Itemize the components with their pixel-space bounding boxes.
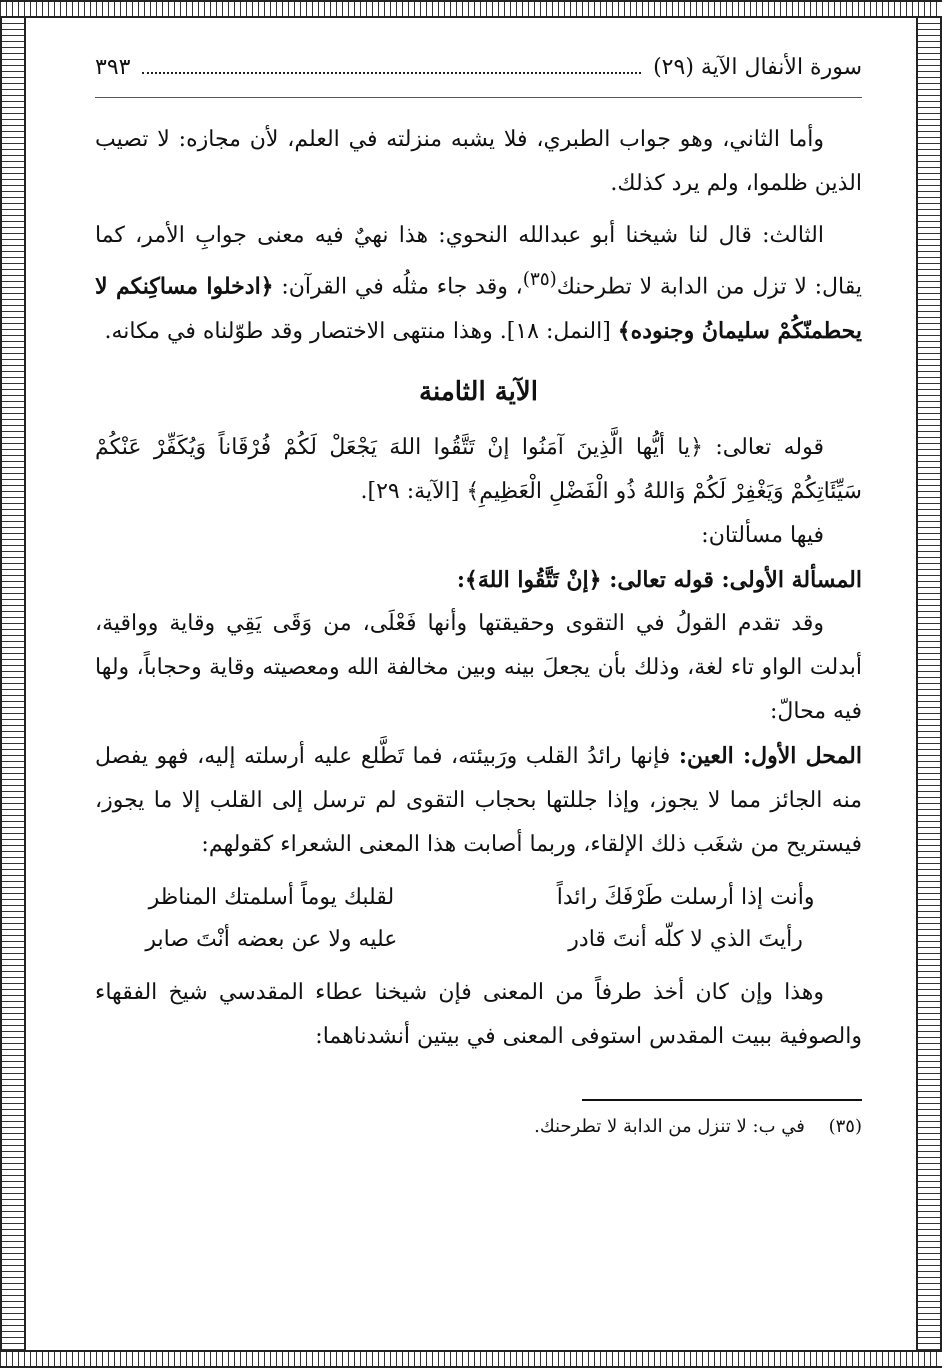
section-heading: الآية الثامنة xyxy=(419,377,538,408)
page-number: ٣٩٣ xyxy=(95,55,131,80)
border-left xyxy=(0,0,26,1368)
footnote-text: في ب: لا تنزل من الدابة لا تطرحنك. xyxy=(534,1116,805,1138)
first-place-label: المحل الأول: العين: xyxy=(678,743,862,770)
footnote xyxy=(95,1109,862,1145)
third-text-3: [النمل: ١٨]. وهذا منتهى الاختصار وقد طوّلناه في مكانه. xyxy=(104,319,618,345)
border-top xyxy=(0,0,942,18)
footnote-separator xyxy=(582,1099,862,1101)
poem-verse xyxy=(95,919,862,961)
paragraph-second-answer: وأما الثاني، وهو جواب الطبري، فلا يشبه منزلته في العلم، لأن مجازه: لا تصيب الذين ظلموا، ولم يرد كذلك. xyxy=(95,127,862,196)
verse-paragraph xyxy=(95,426,862,514)
first-place-text: فإنها رائدُ القلب ورَبيئته، فما تَطَّلع عليه أرسلته إليه، فهو يفصل منه الجائز مما لا يجوز، وإذا جللتها بحجاب التقوى لم ترسل إلى القلب إلا ما يجوز، فيستريح من شغَب ذلك الإلقاء، وربما أصابت هذا المعنى الشعراء كقولهم: xyxy=(95,744,862,858)
paragraph-taqwa: وقد تقدم القولُ في التقوى وحقيقتها وأنها فَعْلَى، من وَقَى يَقِي وقاية وواقية، أبدلت الواو تاء لغة، وذلك بأن يجعلَ بينه وبين مخالفة الله ومعصيته وقاية وحجاباً، ولها فيه محالّ: xyxy=(95,611,862,725)
poem-hemistich-right: وأنت إذا أرسلت طَرْفَكَ رائداً xyxy=(556,885,815,911)
poem-hemistich-left: لقلبك يوماً أسلمتك المناظر xyxy=(148,885,395,911)
border-bottom xyxy=(0,1350,942,1368)
border-right xyxy=(916,0,942,1368)
page-content xyxy=(95,55,862,1145)
poem xyxy=(95,877,862,961)
poem-hemistich-left: عليه ولا عن بعضه أنْتَ صابر xyxy=(145,927,398,953)
poem-hemistich-right: رأيتَ الذي لا كلّه أنتَ قادر xyxy=(568,927,803,953)
verse-text: ﴿يا أيُّها الَّذِينَ آمَنُوا إنْ تَتَّقُوا اللهَ يَجْعَلْ لَكُمْ فُرْقَاناً وَيُكَفِّرْ عَنْكُمْ سَيِّئَاتِكُمْ وَيَغْفِرْ لَكُمْ وَاللهُ ذُو الْفَضْلِ الْعَظِيمِ﴾ xyxy=(95,435,862,505)
issue-one-title: المسألة الأولى: قوله تعالى: ﴿إنْ تَتَّقُوا اللهَ﴾: xyxy=(456,567,862,594)
quran-quote: ﴿ادخلوا مساكِنكم لا يحطمنّكُمْ سليمانُ وجنوده﴾ xyxy=(95,273,862,345)
header-title: سورة الأنفال الآية (٢٩) xyxy=(653,55,862,80)
paragraph-third-answer xyxy=(95,214,862,354)
footnote-number: (٣٥) xyxy=(828,1116,862,1138)
paragraph-first-place xyxy=(95,734,862,867)
footnote-ref: (٣٥) xyxy=(522,269,557,290)
running-header xyxy=(95,55,862,98)
verse-ref: [الآية: ٢٩]. xyxy=(360,479,467,505)
header-leader xyxy=(142,72,641,74)
paragraph-ata: وهذا وإن كان أخذ طرفاً من المعنى فإن شيخنا عطاء المقدسي شيخ الفقهاء والصوفية ببيت المقدس استوفى المعنى في بيتين أنشدناهما: xyxy=(95,980,862,1050)
issues-count: فيها مسألتان: xyxy=(701,523,824,549)
third-text-1: الثالث: قال لنا شيخنا أبو عبدالله النحوي: هذا نهيٌ فيه معنى جوابِ الأمر، كما يقال: لا تزل من الدابة لا تطرحنك xyxy=(95,223,862,300)
verse-intro: قوله تعالى: xyxy=(703,435,824,461)
poem-verse xyxy=(95,877,862,919)
third-text-2: ، وقد جاء مثلُه في القرآن: xyxy=(273,274,523,300)
